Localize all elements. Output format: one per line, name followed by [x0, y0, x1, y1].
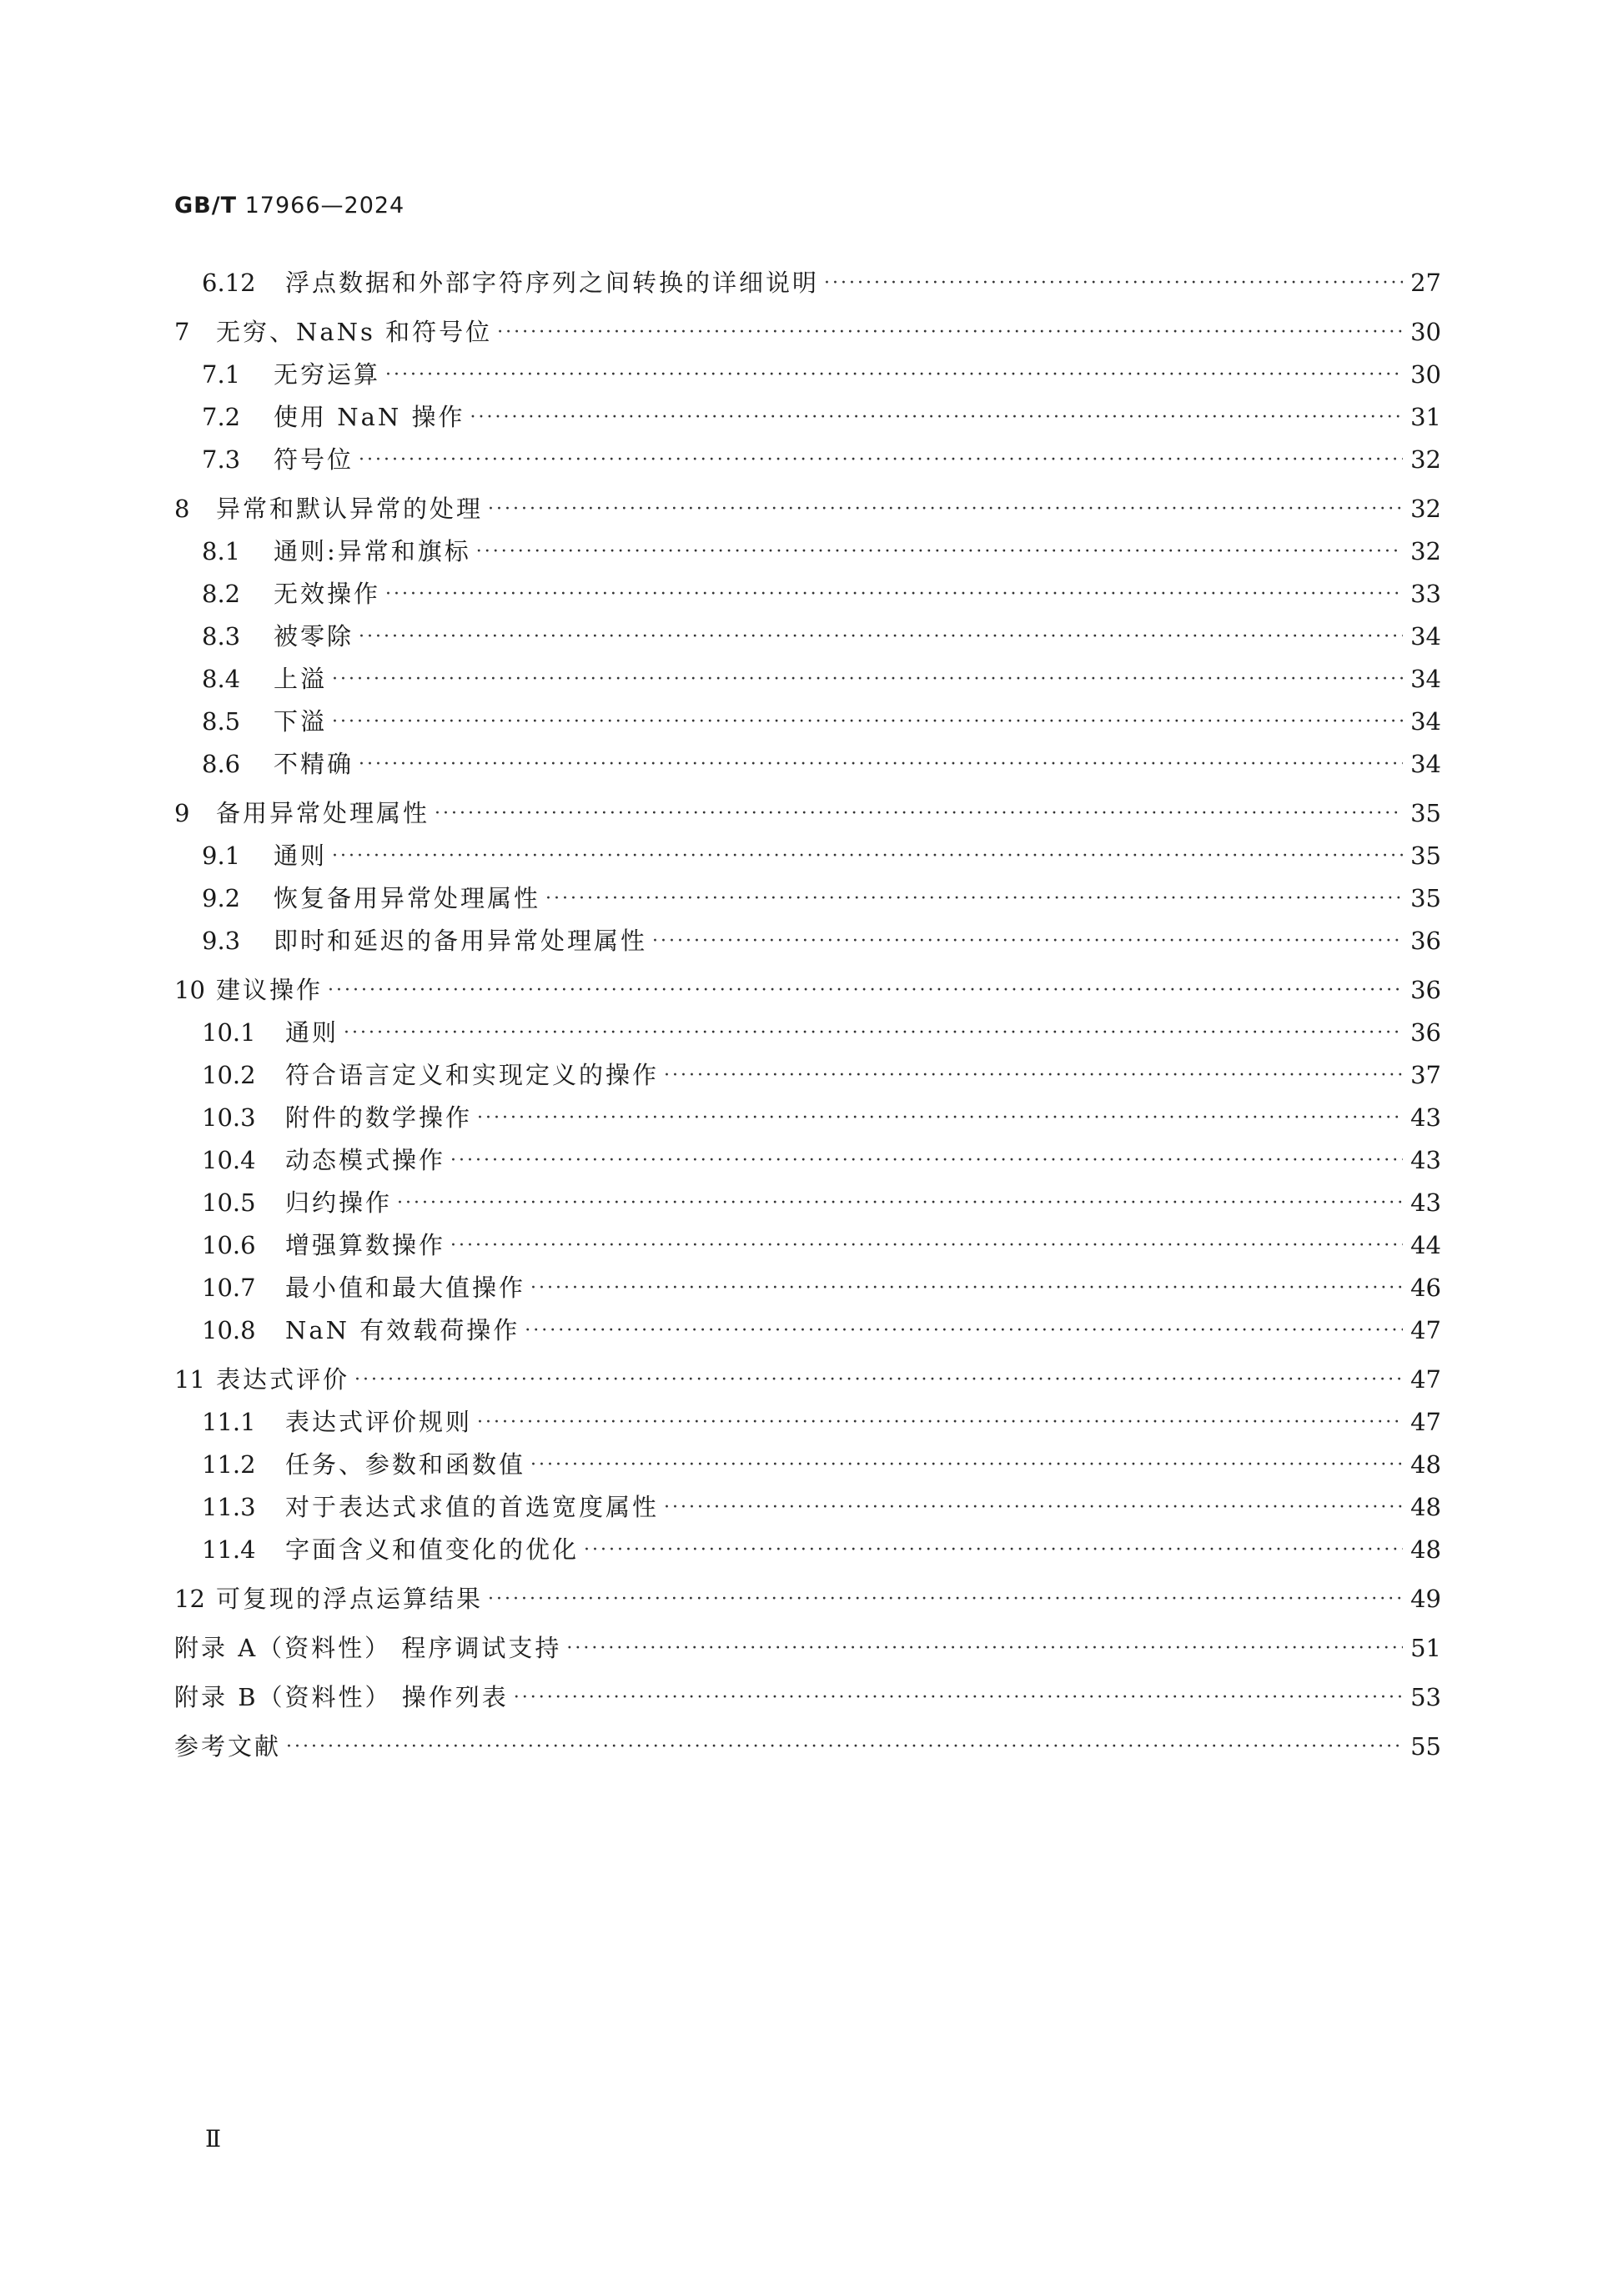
- toc-leader-dots: [332, 847, 1403, 866]
- toc-entry-page: 48: [1410, 1450, 1441, 1479]
- toc-entry-page: 30: [1410, 360, 1441, 389]
- toc-entry-title: 符合语言定义和实现定义的操作: [285, 1061, 660, 1089]
- toc-entry-page: 51: [1410, 1634, 1441, 1662]
- toc-entry[interactable]: [174, 1054, 1441, 1097]
- toc-entry[interactable]: [174, 701, 1441, 743]
- toc-entry-page: 36: [1410, 1018, 1441, 1047]
- toc-leader-dots: [332, 713, 1403, 731]
- toc-entry-number: 10.6: [202, 1231, 256, 1259]
- toc-entry-page: 46: [1410, 1274, 1441, 1302]
- toc-entry-title: 无穷运算: [274, 360, 381, 389]
- toc-entry-title: 动态模式操作: [285, 1146, 446, 1174]
- toc-leader-dots: [584, 1541, 1403, 1560]
- toc-leader-dots: [824, 274, 1403, 293]
- toc-entry-number: 6.12: [202, 269, 256, 297]
- toc-entry-title: 可复现的浮点运算结果: [216, 1585, 484, 1613]
- toc-entry-title: 无效操作: [274, 580, 381, 608]
- toc-leader-dots: [385, 585, 1403, 604]
- toc-entry-title: 附录 B（资料性） 操作列表: [174, 1683, 509, 1711]
- toc-entry[interactable]: [174, 1309, 1441, 1352]
- toc-entry-title: 附件的数学操作: [285, 1103, 473, 1132]
- toc-entry-page: 53: [1410, 1683, 1441, 1711]
- toc-entry-page: 32: [1410, 495, 1441, 523]
- toc-leader-dots: [488, 500, 1403, 519]
- toc-entry-number: 8.2: [202, 580, 241, 608]
- toc-leader-dots: [470, 409, 1403, 427]
- toc-entry[interactable]: [174, 1676, 1441, 1719]
- toc-entry-title: 参考文献: [174, 1732, 282, 1761]
- toc-entry-number: 7.1: [202, 360, 241, 389]
- toc-entry-number: 12: [174, 1585, 205, 1613]
- toc-entry-title: 通则: [285, 1018, 339, 1047]
- toc-leader-dots: [477, 1109, 1403, 1128]
- toc-entry[interactable]: [174, 1097, 1441, 1139]
- toc-entry-page: 48: [1410, 1535, 1441, 1564]
- toc-leader-dots: [566, 1640, 1403, 1658]
- toc-leader-dots: [328, 982, 1403, 1000]
- toc-entry-title: 通则:异常和旗标: [274, 537, 471, 565]
- toc-leader-dots: [359, 628, 1403, 646]
- toc-entry-page: 27: [1410, 269, 1441, 297]
- toc-leader-dots: [514, 1689, 1403, 1707]
- toc-entry-number: 8.6: [202, 750, 241, 778]
- toc-entry[interactable]: [174, 354, 1441, 396]
- toc-entry-title: 最小值和最大值操作: [285, 1274, 526, 1302]
- toc-entry-title: 不精确: [274, 750, 354, 778]
- page-number: Ⅱ: [205, 2125, 222, 2153]
- toc-leader-dots: [664, 1067, 1403, 1085]
- toc-leader-dots: [476, 543, 1403, 561]
- toc-entry-number: 9.3: [202, 927, 241, 955]
- toc-entry[interactable]: [174, 1139, 1441, 1182]
- toc-entry[interactable]: [174, 1486, 1441, 1529]
- toc-entry-number: 11.1: [202, 1408, 256, 1436]
- toc-entry-number: 8: [174, 495, 190, 523]
- toc-entry-page: 55: [1410, 1732, 1441, 1761]
- toc-entry-number: 8.3: [202, 622, 241, 651]
- toc-entry-page: 47: [1410, 1316, 1441, 1344]
- toc-entry[interactable]: [174, 488, 1441, 530]
- table-of-contents: [174, 262, 1441, 1768]
- toc-entry-page: 35: [1410, 799, 1441, 827]
- toc-entry-number: 8.4: [202, 665, 241, 693]
- toc-entry-page: 34: [1410, 665, 1441, 693]
- toc-entry-number: 11.3: [202, 1493, 256, 1521]
- toc-entry-title: 异常和默认异常的处理: [216, 495, 484, 523]
- toc-entry[interactable]: [174, 530, 1441, 573]
- toc-entry-title: 通则: [274, 842, 328, 870]
- toc-leader-dots: [359, 756, 1403, 774]
- toc-entry-number: 10: [174, 976, 205, 1004]
- toc-entry-number: 7.3: [202, 445, 241, 474]
- toc-entry-title: 浮点数据和外部字符序列之间转换的详细说明: [285, 269, 820, 297]
- standard-code: GB/T: [174, 193, 238, 219]
- toc-leader-dots: [545, 890, 1403, 908]
- toc-entry-number: 10.8: [202, 1316, 256, 1344]
- toc-entry-page: 36: [1410, 976, 1441, 1004]
- toc-entry-page: 43: [1410, 1188, 1441, 1217]
- toc-leader-dots: [359, 451, 1403, 470]
- toc-entry[interactable]: [174, 396, 1441, 439]
- toc-leader-dots: [435, 805, 1403, 823]
- toc-entry-number: 7.2: [202, 403, 241, 431]
- toc-entry-title: 下溢: [274, 707, 328, 736]
- toc-entry-page: 32: [1410, 537, 1441, 565]
- standard-number: 17966—2024: [244, 193, 405, 219]
- toc-entry-number: 10.7: [202, 1274, 256, 1302]
- toc-entry[interactable]: [174, 835, 1441, 877]
- toc-entry-page: 37: [1410, 1061, 1441, 1089]
- toc-entry-number: 10.4: [202, 1146, 256, 1174]
- toc-leader-dots: [664, 1499, 1403, 1517]
- toc-leader-dots: [652, 932, 1403, 951]
- toc-entry-title: 增强算数操作: [285, 1231, 446, 1259]
- toc-entry-number: 10.5: [202, 1188, 256, 1217]
- toc-entry[interactable]: [174, 792, 1441, 835]
- toc-entry-title: 符号位: [274, 445, 354, 474]
- toc-entry-title: 表达式评价规则: [285, 1408, 473, 1436]
- toc-entry[interactable]: [174, 920, 1441, 962]
- toc-entry-page: 34: [1410, 750, 1441, 778]
- toc-entry-title: 备用异常处理属性: [216, 799, 430, 827]
- toc-entry-page: 34: [1410, 622, 1441, 651]
- toc-entry-number: 11: [174, 1365, 205, 1394]
- toc-entry[interactable]: [174, 1224, 1441, 1267]
- toc-entry[interactable]: [174, 877, 1441, 920]
- toc-entry[interactable]: [174, 1444, 1441, 1486]
- toc-entry-number: 9.1: [202, 842, 241, 870]
- toc-entry-title: 即时和延迟的备用异常处理属性: [274, 927, 648, 955]
- toc-entry[interactable]: [174, 615, 1441, 658]
- toc-entry[interactable]: [174, 743, 1441, 786]
- toc-leader-dots: [530, 1279, 1403, 1298]
- toc-leader-dots: [497, 324, 1403, 342]
- toc-leader-dots: [450, 1152, 1403, 1170]
- toc-entry-number: 10.2: [202, 1061, 256, 1089]
- toc-entry[interactable]: [174, 1267, 1441, 1309]
- toc-entry-page: 35: [1410, 884, 1441, 912]
- toc-entry-title: 附录 A（资料性） 程序调试支持: [174, 1634, 562, 1662]
- toc-entry-title: 被零除: [274, 622, 354, 651]
- toc-leader-dots: [530, 1456, 1403, 1475]
- toc-entry-number: 8.1: [202, 537, 241, 565]
- toc-entry-title: 归约操作: [285, 1188, 393, 1217]
- toc-entry-page: 30: [1410, 318, 1441, 346]
- toc-entry[interactable]: [174, 573, 1441, 615]
- toc-entry[interactable]: [174, 1012, 1441, 1054]
- toc-entry-number: 10.3: [202, 1103, 256, 1132]
- toc-entry-page: 35: [1410, 842, 1441, 870]
- toc-entry-page: 47: [1410, 1408, 1441, 1436]
- toc-entry-page: 33: [1410, 580, 1441, 608]
- toc-entry-page: 49: [1410, 1585, 1441, 1613]
- toc-leader-dots: [488, 1590, 1403, 1609]
- toc-entry-title: 使用 NaN 操作: [274, 403, 465, 431]
- toc-entry[interactable]: [174, 658, 1441, 701]
- toc-entry-title: 恢复备用异常处理属性: [274, 884, 541, 912]
- toc-entry-title: 建议操作: [216, 976, 324, 1004]
- toc-entry[interactable]: [174, 1529, 1441, 1571]
- toc-entry[interactable]: [174, 1578, 1441, 1620]
- toc-entry-number: 7: [174, 318, 190, 346]
- toc-entry-title: 对于表达式求值的首选宽度属性: [285, 1493, 660, 1521]
- toc-entry-number: 8.5: [202, 707, 241, 736]
- toc-entry-page: 36: [1410, 927, 1441, 955]
- toc-entry-page: 43: [1410, 1146, 1441, 1174]
- toc-leader-dots: [385, 366, 1403, 384]
- page-header: [174, 193, 404, 219]
- toc-entry-title: NaN 有效载荷操作: [285, 1316, 520, 1344]
- toc-entry-page: 34: [1410, 707, 1441, 736]
- toc-entry-number: 9: [174, 799, 190, 827]
- toc-entry[interactable]: [174, 969, 1441, 1012]
- toc-entry-title: 任务、参数和函数值: [285, 1450, 526, 1479]
- toc-entry-title: 无穷、NaNs 和符号位: [216, 318, 493, 346]
- toc-entry-number: 9.2: [202, 884, 241, 912]
- toc-entry[interactable]: [174, 262, 1441, 304]
- toc-entry[interactable]: [174, 311, 1441, 354]
- toc-leader-dots: [354, 1371, 1403, 1389]
- toc-entry-title: 上溢: [274, 665, 328, 693]
- toc-entry-page: 43: [1410, 1103, 1441, 1132]
- toc-entry-page: 47: [1410, 1365, 1441, 1394]
- toc-entry-page: 44: [1410, 1231, 1441, 1259]
- toc-entry[interactable]: [174, 1359, 1441, 1401]
- toc-entry-number: 11.2: [202, 1450, 256, 1479]
- toc-entry-page: 48: [1410, 1493, 1441, 1521]
- toc-entry-number: 10.1: [202, 1018, 256, 1047]
- toc-entry-title: 表达式评价: [216, 1365, 350, 1394]
- toc-leader-dots: [332, 671, 1403, 689]
- toc-entry[interactable]: [174, 1627, 1441, 1670]
- toc-entry-page: 32: [1410, 445, 1441, 474]
- toc-leader-dots: [525, 1322, 1403, 1340]
- toc-entry-page: 31: [1410, 403, 1441, 431]
- toc-entry[interactable]: [174, 439, 1441, 481]
- toc-entry-number: 11.4: [202, 1535, 256, 1564]
- toc-entry-title: 字面含义和值变化的优化: [285, 1535, 580, 1564]
- toc-entry[interactable]: [174, 1401, 1441, 1444]
- toc-entry[interactable]: [174, 1182, 1441, 1224]
- toc-leader-dots: [397, 1194, 1403, 1213]
- toc-entry[interactable]: [174, 1726, 1441, 1768]
- toc-leader-dots: [286, 1738, 1403, 1756]
- toc-leader-dots: [344, 1024, 1403, 1042]
- toc-leader-dots: [477, 1414, 1403, 1432]
- toc-leader-dots: [450, 1237, 1403, 1255]
